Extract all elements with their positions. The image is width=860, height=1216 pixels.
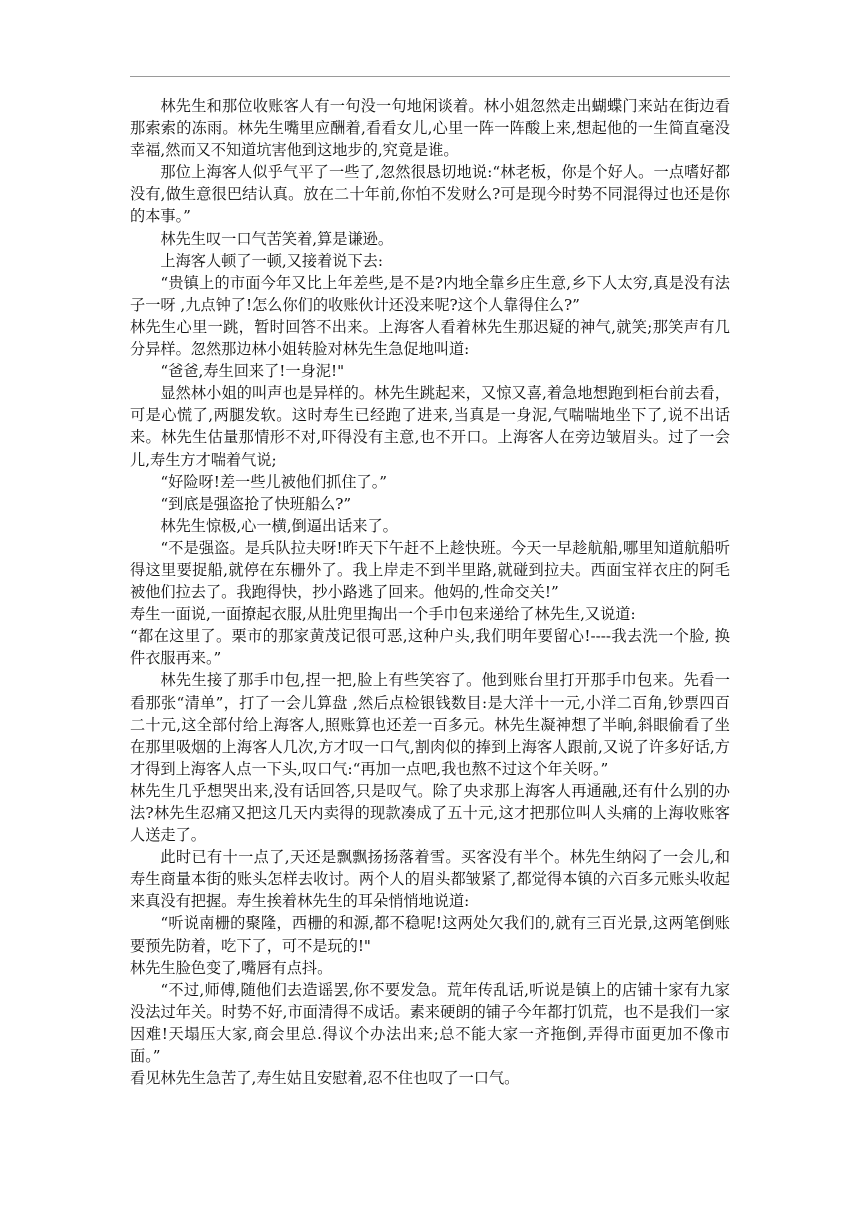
paragraph-16: 林先生几乎想哭出来,没有话回答,只是叹气。除了央求那上海客人再通融,还有什么别的办法?林先生忍痛又把这几天内卖得的现款凑成了五十元,这才把那位叫人头痛的上海收账客人送走了。 xyxy=(130,781,730,845)
paragraph-2: 那位上海客人似乎气平了一些了,忽然很恳切地说:“林老板，你是个好人。一点嗜好都没有,做生意很巴结认真。放在二十年前,你怕不发财么?可是现今时势不同混得过也还是你的本事。” xyxy=(130,163,730,226)
paragraph-1: 林先生和那位收账客人有一句没一句地闲谈着。林小姐忽然走出蝴蝶门来站在街边看那索索的冻雨。林先生嘴里应酬着,看看女儿,心里一阵一阵酸上来,想起他的一生简直毫没幸福,然而又不知道坑害他到这地步的,究竟是谁。 xyxy=(130,97,730,160)
paragraph-20: “不过,师傅,随他们去造谣罢,你不要发急。荒年传乱话,听说是镇上的店铺十家有九家没法过年关。时势不好,市面清得不成话。素来硬朗的铺子今年都打饥荒，也不是我们一家因难!天塌压大家,商会里总.得议个办法出来;总不能大家一齐拖倒,弄得市面更加不像市面。” xyxy=(130,980,730,1066)
paragraph-17: 此时已有十一点了,天还是飘飘扬扬落着雪。买客没有半个。林先生纳闷了一会儿,和寿生商量本街的账头怎样去收讨。两个人的眉头都皱紧了,都觉得本镇的六百多元账头收起来真没有把握。寿生挨着林先生的耳朵悄悄地说道: xyxy=(130,848,730,911)
paragraph-9: “好险呀!差一些儿被他们抓住了。” xyxy=(160,472,388,491)
paragraph-14: “都在这里了。栗市的那家黄茂记很可恶,这种户头,我们明年要留心!----我去洗一个脸, 换件衣服再来。” xyxy=(130,627,730,668)
paragraph-3: 林先生叹一口气苦笑着,算是谦逊。 xyxy=(160,229,394,248)
paragraph-21: 看见林先生急苦了,寿生姑且安慰着,忍不住也叹了一口气。 xyxy=(130,1069,520,1088)
header-rule xyxy=(130,76,730,77)
paragraph-6: 林先生心里一跳，暂时回答不出来。上海客人看着林先生那迟疑的神气,就笑;那笑声有几分异样。忽然那边林小姐转脸对林先生急促地叫道: xyxy=(130,317,730,359)
paragraph-7: “爸爸,寿生回来了!一身泥!" xyxy=(160,362,345,381)
paragraph-4: 上海客人顿了一顿,又接着说下去: xyxy=(160,251,383,270)
paragraph-15: 林先生接了那手巾包,捏一把,脸上有些笑容了。他到账台里打开那手巾包来。先看一看那张“清单”，打了一会儿算盘 ,然后点检银钱数目:是大洋十一元,小洋二百角,钞票四百二十元,这全部付给上海客人,照账算也还差一百多元。林先生凝神想了半晌,斜眼偷看了坐在那里吸烟的上海客人几次,方才叹一口气,割肉似的捧到上海客人跟前,又说了许多好话,方才得到上海客人点一下头,叹口气:“再加一点吧,我也熬不过这个年关呀。” xyxy=(130,671,730,778)
paragraph-18: “听说南栅的聚隆，西栅的和源,都不稳呢!这两处欠我们的,就有三百光景,这两笔倒账要预先防着，吃下了，可不是玩的!" xyxy=(130,914,730,955)
paragraph-11: 林先生惊极,心一横,倒逼出话来了。 xyxy=(160,516,398,535)
paragraph-8: 显然林小姐的叫声也是异样的。林先生跳起来，又惊又喜,着急地想跑到柜台前去看，可是心慌了,两腿发软。这时寿生已经跑了进来,当真是一身泥,气喘喘地坐下了,说不出话来。林先生估量那情形不对,吓得没有主意,也不开口。上海客人在旁边皱眉头。过了一会儿,寿生方才喘着气说; xyxy=(130,384,730,469)
paragraph-5: “贵镇上的市面今年又比上年差些,是不是?内地全靠乡庄生意,乡下人太穷,真是没有法子一呀 ,九点钟了!怎么你们的收账伙计还没来呢?这个人靠得住么?” xyxy=(130,273,730,314)
paragraph-13: 寿生一面说,一面撩起衣服,从肚兜里掏出一个手巾包来递给了林先生,又说道: xyxy=(130,605,636,624)
paragraph-10: “到底是强盗抢了快班船么?” xyxy=(160,494,352,513)
paragraph-12: “不是强盗。是兵队拉夫呀!昨天下午赶不上趁快班。今天一早趁航船,哪里知道航船听得这里要捉船,就停在东栅外了。我上岸走不到半里路,就碰到拉夫。西面宝祥衣庄的阿毛被他们拉去了。我跑得快，抄小路逃了回来。他妈的,性命交关!” xyxy=(130,538,730,602)
paragraph-19: 林先生脸色变了,嘴唇有点抖。 xyxy=(130,958,333,977)
text-body xyxy=(130,95,730,1089)
